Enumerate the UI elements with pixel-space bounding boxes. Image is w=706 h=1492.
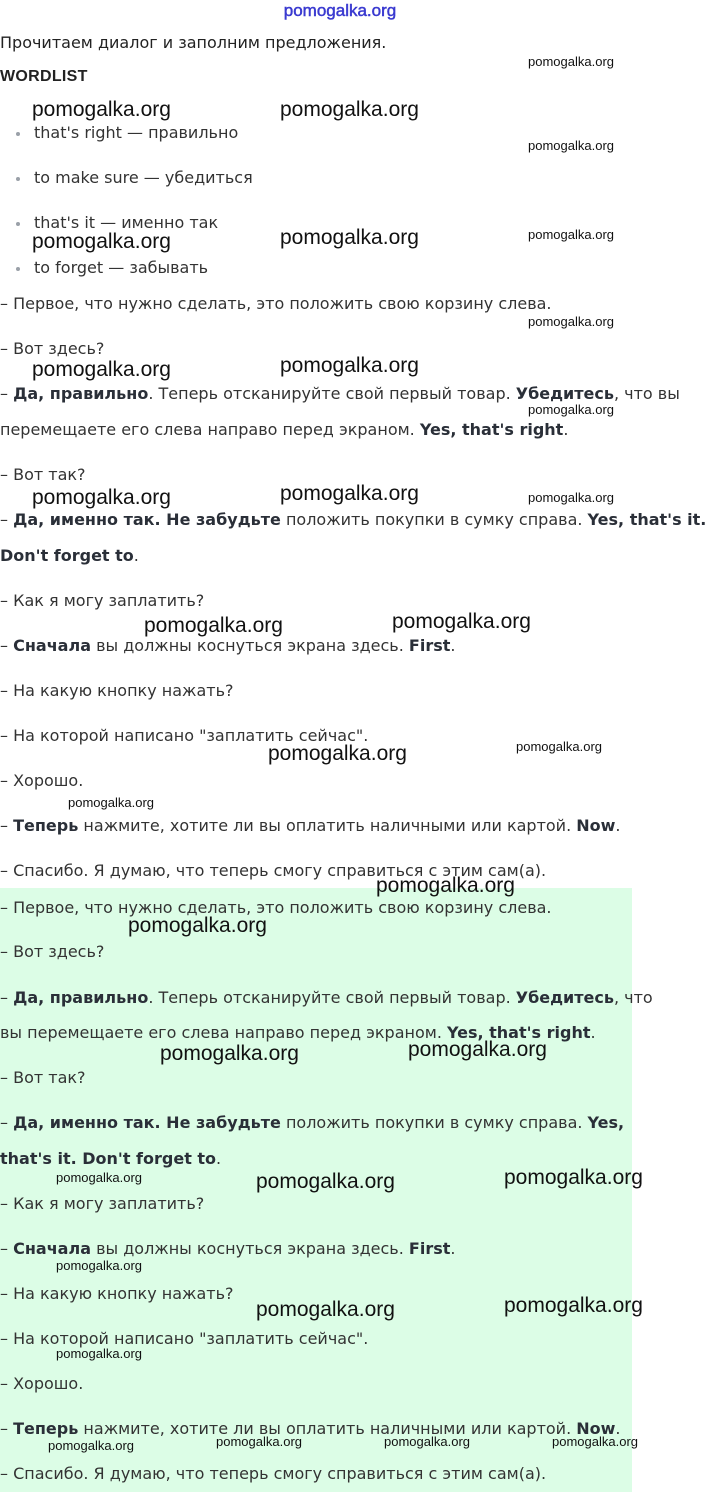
watermark: pomogalka.org xyxy=(256,1170,395,1193)
watermark: pomogalka.org xyxy=(56,1346,142,1361)
dialog-line: – Да, правильно. Теперь отсканируйте свой первый товар. Убедитесь, что вы xyxy=(0,384,680,403)
watermark: pomogalka.org xyxy=(392,610,531,633)
dialog-line: that's it. Don't forget to. xyxy=(0,1149,222,1168)
dialog-line: – Да, правильно. Теперь отсканируйте свой первый товар. Убедитесь, что xyxy=(0,988,653,1007)
watermark: pomogalka.org xyxy=(528,490,614,505)
watermark: pomogalka.org xyxy=(528,138,614,153)
watermark: pomogalka.org xyxy=(160,1042,299,1065)
dialog-line: – На которой написано "заплатить сейчас". xyxy=(0,1329,369,1348)
dialog-line: – Теперь нажмите, хотите ли вы оплатить наличными или картой. Now. xyxy=(0,816,621,835)
watermark: pomogalka.org xyxy=(280,482,419,505)
watermark: pomogalka.org xyxy=(32,230,171,253)
dialog-line: – Первое, что нужно сделать, это положить свою корзину слева. xyxy=(0,294,552,313)
watermark: pomogalka.org xyxy=(216,1434,302,1449)
dialog-line: – Вот здесь? xyxy=(0,339,105,358)
bullet-icon xyxy=(16,132,20,136)
wordlist-item: that's it — именно так xyxy=(16,213,218,232)
dialog-line: – Спасибо. Я думаю, что теперь смогу справиться с этим сам(а). xyxy=(0,861,547,880)
dialog-line: – На какую кнопку нажать? xyxy=(0,681,234,700)
dialog-line: – Вот так? xyxy=(0,1068,86,1087)
watermark: pomogalka.org xyxy=(280,98,419,121)
dialog-line: – Сначала вы должны коснуться экрана здесь. First. xyxy=(0,1239,456,1258)
watermark: pomogalka.org xyxy=(376,874,515,897)
wordlist-heading: WORDLIST xyxy=(0,68,88,85)
bullet-icon xyxy=(16,222,20,226)
watermark: pomogalka.org xyxy=(144,614,283,637)
watermark: pomogalka.org xyxy=(268,742,407,765)
dialog-line: – Теперь нажмите, хотите ли вы оплатить наличными или картой. Now. xyxy=(0,1419,621,1438)
watermark: pomogalka.org xyxy=(68,795,154,810)
dialog-line: перемещаете его слева направо перед экраном. Yes, that's right. xyxy=(0,420,569,439)
watermark: pomogalka.org xyxy=(528,314,614,329)
watermark: pomogalka.org xyxy=(280,226,419,249)
watermark: pomogalka.org xyxy=(528,54,614,69)
watermark: pomogalka.org xyxy=(384,1434,470,1449)
watermark: pomogalka.org xyxy=(32,98,171,121)
watermark: pomogalka.org xyxy=(280,354,419,377)
intro-text: Прочитаем диалог и заполним предложения. xyxy=(0,33,387,52)
dialog-line: – На которой написано "заплатить сейчас". xyxy=(0,726,369,745)
dialog-line: – Хорошо. xyxy=(0,1374,84,1393)
watermark: pomogalka.org xyxy=(528,402,614,417)
bullet-icon xyxy=(16,177,20,181)
dialog-line: – Как я могу заплатить? xyxy=(0,1194,205,1213)
bullet-icon xyxy=(16,267,20,271)
watermark: pomogalka.org xyxy=(516,739,602,754)
watermark: pomogalka.org xyxy=(48,1438,134,1453)
dialog-line: – Первое, что нужно сделать, это положить свою корзину слева. xyxy=(0,898,552,917)
dialog-line: – Вот так? xyxy=(0,465,86,484)
dialog-line: – На какую кнопку нажать? xyxy=(0,1284,234,1303)
watermark: pomogalka.org xyxy=(32,486,171,509)
dialog-line: – Да, именно так. Не забудьте положить покупки в сумку справа. Yes, that's it. xyxy=(0,510,706,529)
dialog-line: – Сначала вы должны коснуться экрана здесь. First. xyxy=(0,636,456,655)
dialog-line: – Хорошо. xyxy=(0,771,84,790)
wordlist-item: to make sure — убедиться xyxy=(16,168,253,187)
watermark: pomogalka.org xyxy=(56,1170,142,1185)
watermark: pomogalka.org xyxy=(408,1038,547,1061)
watermark: pomogalka.org xyxy=(528,227,614,242)
watermark: pomogalka.org xyxy=(56,1258,142,1273)
site-header-link[interactable]: pomogalka.org xyxy=(283,1,397,20)
dialog-line: – Вот здесь? xyxy=(0,942,105,961)
dialog-line: – Да, именно так. Не забудьте положить покупки в сумку справа. Yes, xyxy=(0,1113,625,1132)
dialog-line: вы перемещаете его слева направо перед экраном. Yes, that's right. xyxy=(0,1023,596,1042)
dialog-line: Don't forget to. xyxy=(0,546,139,565)
wordlist-item: to forget — забывать xyxy=(16,258,208,277)
wordlist-item: that's right — правильно xyxy=(16,123,238,142)
watermark: pomogalka.org xyxy=(32,358,171,381)
dialog-line: – Как я могу заплатить? xyxy=(0,591,205,610)
watermark: pomogalka.org xyxy=(128,914,267,937)
watermark: pomogalka.org xyxy=(552,1434,638,1449)
watermark: pomogalka.org xyxy=(504,1294,643,1317)
dialog-line: – Спасибо. Я думаю, что теперь смогу справиться с этим сам(а). xyxy=(0,1464,547,1483)
watermark: pomogalka.org xyxy=(256,1298,395,1321)
watermark: pomogalka.org xyxy=(504,1166,643,1189)
